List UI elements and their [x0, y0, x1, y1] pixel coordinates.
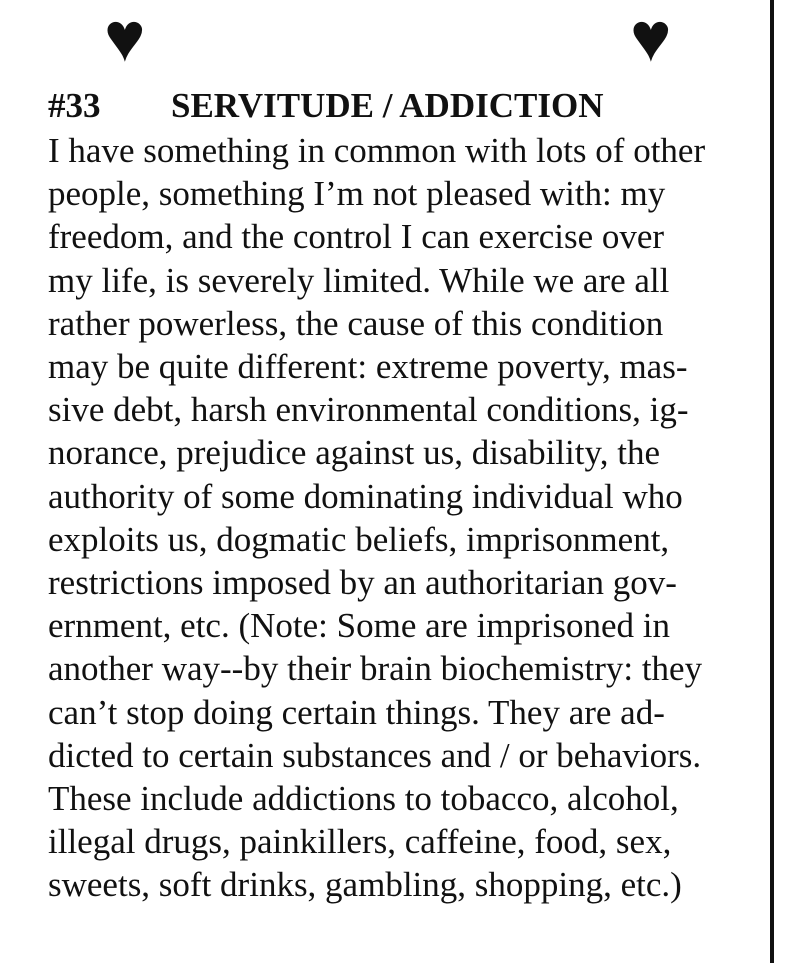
body-line: freedom, and the control I can exercise over — [48, 217, 665, 257]
body-line: These include addictions to tobacco, alcohol, — [48, 779, 679, 819]
body-line: illegal drugs, painkillers, caffeine, food, sex, — [48, 822, 672, 862]
body-line: another way--by their brain biochemistry: they — [48, 649, 703, 689]
body-line: norance, prejudice against us, disability, the — [48, 433, 660, 473]
body-line: my life, is severely limited. While we are all — [48, 260, 670, 300]
body-line: restrictions imposed by an authoritarian gov- — [48, 563, 677, 603]
card-heading — [48, 86, 603, 126]
body-line: authority of some dominating individual who — [48, 476, 683, 516]
body-line: dicted to certain substances and / or behaviors. — [48, 735, 702, 775]
body-line: I have something in common with lots of other — [48, 131, 706, 170]
body-line: rather powerless, the cause of this condition — [48, 303, 664, 343]
body-line: exploits us, dogmatic beliefs, imprisonment, — [48, 519, 670, 559]
card-title: SERVITUDE / ADDICTION — [171, 86, 604, 125]
card-body — [48, 129, 763, 907]
body-line: can’t stop doing certain things. They are ad- — [48, 692, 665, 732]
body-line: may be quite different: extreme poverty, mas- — [48, 347, 688, 387]
body-line: sive debt, harsh environmental conditions, ig- — [48, 390, 689, 430]
page-border-line — [770, 0, 774, 963]
body-line: sweets, soft drinks, gambling, shopping, etc.) — [48, 865, 682, 905]
heart-icon: ♥ — [630, 0, 672, 77]
body-line: people, something I’m not pleased with: my — [48, 174, 666, 214]
heart-icon: ♥ — [104, 0, 146, 77]
card-number: #33 — [48, 86, 101, 125]
body-line: ernment, etc. (Note: Some are imprisoned in — [48, 606, 671, 646]
